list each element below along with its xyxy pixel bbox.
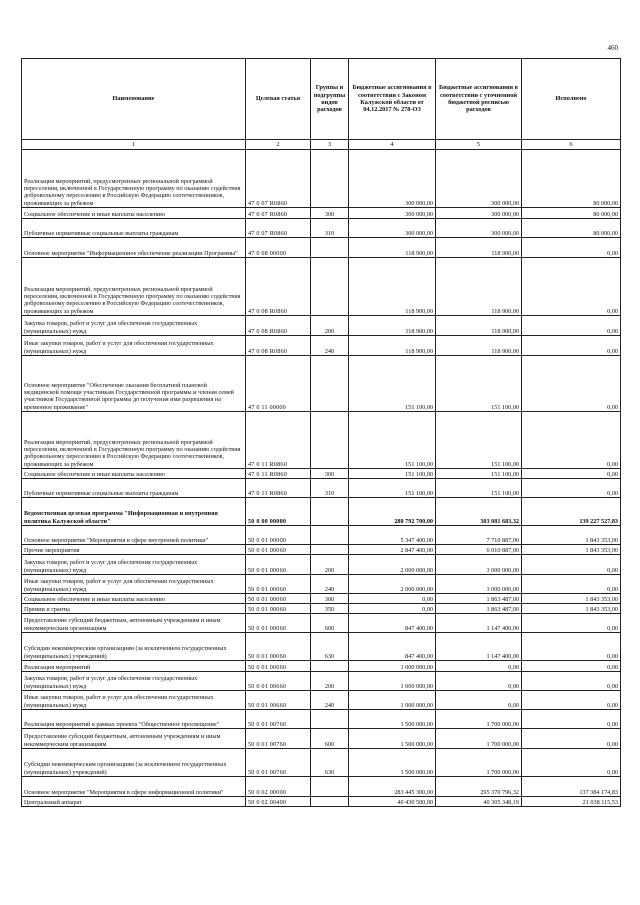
cell-revised: 1 700 000,00 [436,749,522,777]
cell-law: 0,00 [349,604,436,614]
cell-name: Предоставление субсидий бюджетным, автономным учреждениям и иным некоммерческим организациям [22,729,246,749]
table-row [22,633,621,661]
table-row [22,661,621,672]
cell-law: 118 900,00 [349,316,436,336]
cell-revised: 0,00 [436,672,522,691]
cell-executed: 0,00 [522,469,621,479]
budget-table [21,58,621,807]
cell-group: 200 [311,316,349,336]
cell-revised: 1 700 000,00 [436,710,522,729]
cell-revised: 3 000 000,00 [436,575,522,594]
cell-law: 847 400,00 [349,614,436,633]
cell-name: Ведомственная целевая программа "Информационная и внутренняя политика Калужской области" [22,498,246,526]
cell-group: 240 [311,691,349,710]
table-row [22,777,621,797]
cell-executed: 0,00 [522,412,621,469]
column-number: 5 [436,140,522,150]
cell-executed: 80 000,00 [522,150,621,208]
cell-code: 47 0 11 R0860 [246,479,311,498]
cell-name: Социальное обеспечение и иные выплаты населению [22,208,246,219]
cell-name: Субсидии некоммерческим организациям (за исключением государственных (муниципальных) учреждений) [22,633,246,661]
cell-code: 50 0 01 00660 [246,661,311,672]
cell-name: Реализация мероприятий, предусмотренных региональной программой переселения, включенной в Государственную программу по оказанию содействия добровольному переселению в Российскую Федерацию соотечественников, проживающих за рубежом [22,412,246,469]
cell-group [311,777,349,797]
cell-name: Иные закупки товаров, работ и услуг для обеспечения государственных (муниципальных) нужд [22,575,246,594]
table-row [22,691,621,710]
table-row [22,575,621,594]
cell-law: 300 000,00 [349,150,436,208]
cell-revised: 7 710 887,00 [436,526,522,545]
cell-law: 1 000 000,00 [349,672,436,691]
cell-group: 200 [311,672,349,691]
table-header-row [22,59,621,140]
cell-revised: 118 900,00 [436,238,522,258]
cell-name: Публичные нормативные социальные выплаты гражданам [22,219,246,238]
cell-law: 0,00 [349,594,436,604]
table-row [22,150,621,208]
header-law: Бюджетные ассигнования в соответствии с Законом Калужской области от 04.12.2017 № 278-ОЗ [349,59,436,140]
cell-law: 1 000 000,00 [349,691,436,710]
cell-executed: 139 227 527,83 [522,498,621,526]
cell-law: 151 100,00 [349,412,436,469]
cell-revised: 40 305 348,19 [436,797,522,807]
cell-group [311,797,349,807]
cell-code: 50 0 01 00060 [246,594,311,604]
cell-law: 1 500 000,00 [349,729,436,749]
column-number: 3 [311,140,349,150]
table-row [22,356,621,412]
cell-revised: 151 100,00 [436,412,522,469]
table-row [22,238,621,258]
cell-law: 5 347 400,00 [349,526,436,545]
cell-law: 1 500 000,00 [349,749,436,777]
cell-revised: 1 700 000,00 [436,729,522,749]
table-row [22,614,621,633]
cell-executed: 80 000,00 [522,208,621,219]
cell-name: Реализация мероприятий, предусмотренных региональной программой переселения, включенной в Государственную программу по оказанию содействия добровольному переселению в Российскую Федерацию соотечественников, проживающих за рубежом [22,150,246,208]
cell-code: 50 0 00 00000 [246,498,311,526]
cell-name: Закупка товаров, работ и услуг для обеспечения государственных (муниципальных) нужд [22,316,246,336]
cell-group [311,526,349,545]
cell-executed: 0,00 [522,479,621,498]
cell-group [311,412,349,469]
column-number: 4 [349,140,436,150]
cell-revised: 1 147 400,00 [436,633,522,661]
cell-group: 600 [311,729,349,749]
cell-revised: 300 000,00 [436,150,522,208]
cell-executed: 0,00 [522,614,621,633]
cell-revised: 6 010 887,00 [436,545,522,555]
cell-name: Социальное обеспечение и иные выплаты населению [22,594,246,604]
cell-executed: 1 843 353,00 [522,604,621,614]
cell-executed: 0,00 [522,633,621,661]
cell-code: 47 0 08 00000 [246,238,311,258]
cell-name: Иные закупки товаров, работ и услуг для обеспечения государственных (муниципальных) нужд [22,691,246,710]
cell-code: 50 0 01 00000 [246,526,311,545]
cell-law: 847 400,00 [349,633,436,661]
table-row [22,412,621,469]
cell-code: 47 0 11 R0860 [246,412,311,469]
cell-code: 47 0 08 R0860 [246,316,311,336]
header-code: Целевая статья [246,59,311,140]
cell-code: 50 0 02 00400 [246,797,311,807]
cell-law: 118 900,00 [349,258,436,316]
cell-executed: 0,00 [522,661,621,672]
cell-law: 2 000 000,00 [349,575,436,594]
cell-revised: 1 147 400,00 [436,614,522,633]
table-row [22,797,621,807]
cell-group [311,258,349,316]
table-row [22,604,621,614]
cell-executed: 137 384 174,83 [522,777,621,797]
cell-code: 50 0 01 00660 [246,672,311,691]
cell-executed: 0,00 [522,575,621,594]
cell-name: Публичные нормативные социальные выплаты гражданам [22,479,246,498]
cell-law: 1 000 000,00 [349,661,436,672]
header-group: Группы и подгруппы видов расходов [311,59,349,140]
cell-executed: 0,00 [522,729,621,749]
cell-group: 310 [311,219,349,238]
table-row [22,729,621,749]
cell-code: 47 0 08 R0860 [246,258,311,316]
cell-law: 283 445 300,00 [349,777,436,797]
cell-code: 50 0 01 00060 [246,614,311,633]
cell-name: Основное мероприятие "Мероприятия в сфере информационной политики" [22,777,246,797]
header-executed: Исполнено [522,59,621,140]
cell-code: 50 0 02 00000 [246,777,311,797]
cell-executed: 0,00 [522,749,621,777]
cell-code: 47 0 07 R0860 [246,150,311,208]
cell-executed: 1 843 353,00 [522,526,621,545]
cell-group: 630 [311,633,349,661]
cell-group: 300 [311,594,349,604]
cell-group [311,661,349,672]
cell-group [311,545,349,555]
table-row [22,479,621,498]
cell-group: 240 [311,336,349,356]
cell-law: 118 900,00 [349,336,436,356]
cell-revised: 118 900,00 [436,316,522,336]
cell-code: 50 0 01 00060 [246,633,311,661]
header-name: Наименование [22,59,246,140]
header-revised: Бюджетные ассигнования в соответствии с уточненной бюджетной росписью расходов [436,59,522,140]
cell-revised: 151 100,00 [436,469,522,479]
cell-law: 288 792 700,00 [349,498,436,526]
cell-group: 350 [311,604,349,614]
cell-name: Реализация мероприятий, предусмотренных региональной программой переселения, включенной в Государственную программу по оказанию содействия добровольному переселению в Российскую Федерацию соотечественников, проживающих за рубежом [22,258,246,316]
cell-code: 50 0 01 00660 [246,691,311,710]
cell-revised: 118 900,00 [436,258,522,316]
cell-group: 300 [311,208,349,219]
cell-name: Иные закупки товаров, работ и услуг для обеспечения государственных (муниципальных) нужд [22,336,246,356]
table-row [22,219,621,238]
cell-code: 50 0 01 00060 [246,575,311,594]
cell-group [311,238,349,258]
table-row [22,336,621,356]
cell-executed: 0,00 [522,336,621,356]
column-numbers-row [22,140,621,150]
cell-code: 47 0 11 R0860 [246,469,311,479]
cell-name: Реализация мероприятий в рамках проекта "Общественное просвещение" [22,710,246,729]
table-row [22,498,621,526]
cell-revised: 1 863 487,00 [436,604,522,614]
cell-law: 2 000 000,00 [349,555,436,575]
cell-code: 50 0 01 00760 [246,729,311,749]
cell-group: 630 [311,749,349,777]
cell-revised: 1 863 487,00 [436,594,522,604]
cell-law: 2 847 400,00 [349,545,436,555]
cell-law: 1 500 000,00 [349,710,436,729]
cell-executed: 0,00 [522,258,621,316]
cell-law: 151 100,00 [349,356,436,412]
cell-law: 40 430 500,00 [349,797,436,807]
cell-code: 47 0 07 R0860 [246,208,311,219]
cell-group: 240 [311,575,349,594]
cell-executed: 1 843 353,00 [522,594,621,604]
cell-revised: 3 000 000,00 [436,555,522,575]
cell-group: 600 [311,614,349,633]
cell-name: Закупка товаров, работ и услуг для обеспечения государственных (муниципальных) нужд [22,672,246,691]
cell-name: Субсидии некоммерческим организациям (за исключением государственных (муниципальных) учреждений) [22,749,246,777]
cell-law: 118 900,00 [349,238,436,258]
cell-executed: 0,00 [522,555,621,575]
cell-executed: 1 843 353,00 [522,545,621,555]
cell-law: 151 100,00 [349,479,436,498]
column-number: 6 [522,140,621,150]
cell-executed: 0,00 [522,672,621,691]
table-row [22,258,621,316]
table-row [22,316,621,336]
cell-name: Основное мероприятие "Обеспечение оказания бесплатной плановой медицинской помощи участникам Государственной программы и членам семей участников Государственной программы до получения ими разрешения на временное проживание" [22,356,246,412]
cell-code: 47 0 07 R0860 [246,219,311,238]
table-row [22,555,621,575]
cell-executed: 0,00 [522,316,621,336]
cell-name: Премии и гранты [22,604,246,614]
cell-name: Реализация мероприятий [22,661,246,672]
table-row [22,545,621,555]
cell-code: 47 0 11 00000 [246,356,311,412]
cell-law: 300 000,00 [349,219,436,238]
cell-revised: 300 000,00 [436,219,522,238]
column-number: 2 [246,140,311,150]
cell-name: Предоставление субсидий бюджетным, автономным учреждениям и иным некоммерческим организациям [22,614,246,633]
cell-group [311,710,349,729]
table-row [22,672,621,691]
cell-executed: 0,00 [522,710,621,729]
cell-revised: 151 100,00 [436,479,522,498]
cell-code: 50 0 01 00760 [246,749,311,777]
cell-group: 300 [311,469,349,479]
cell-code: 50 0 01 00760 [246,710,311,729]
table-row [22,469,621,479]
cell-revised: 118 900,00 [436,336,522,356]
table-row [22,208,621,219]
cell-group [311,498,349,526]
cell-code: 50 0 01 00060 [246,604,311,614]
cell-group [311,356,349,412]
cell-name: Основное мероприятие "Мероприятия в сфере внутренней политики" [22,526,246,545]
cell-law: 300 000,00 [349,208,436,219]
cell-revised: 300 000,00 [436,208,522,219]
cell-revised: 0,00 [436,661,522,672]
cell-name: Центральный аппарат [22,797,246,807]
cell-group [311,150,349,208]
cell-name: Прочие мероприятия [22,545,246,555]
cell-revised: 0,00 [436,691,522,710]
cell-name: Социальное обеспечение и иные выплаты населению [22,469,246,479]
cell-executed: 0,00 [522,356,621,412]
cell-revised: 303 081 683,32 [436,498,522,526]
cell-executed: 0,00 [522,238,621,258]
table-row [22,594,621,604]
cell-executed: 80 000,00 [522,219,621,238]
cell-code: 50 0 01 00060 [246,545,311,555]
table-row [22,749,621,777]
cell-name: Основное мероприятие "Информационное обеспечение реализации Программы" [22,238,246,258]
cell-executed: 0,00 [522,691,621,710]
page-number: 460 [607,44,618,52]
cell-executed: 21 038 115,53 [522,797,621,807]
column-number: 1 [22,140,246,150]
cell-revised: 151 100,00 [436,356,522,412]
table-row [22,710,621,729]
cell-law: 151 100,00 [349,469,436,479]
cell-group: 310 [311,479,349,498]
table-row [22,526,621,545]
cell-code: 47 0 08 R0860 [246,336,311,356]
cell-group: 200 [311,555,349,575]
cell-name: Закупка товаров, работ и услуг для обеспечения государственных (муниципальных) нужд [22,555,246,575]
cell-code: 50 0 01 00060 [246,555,311,575]
cell-revised: 295 370 796,32 [436,777,522,797]
